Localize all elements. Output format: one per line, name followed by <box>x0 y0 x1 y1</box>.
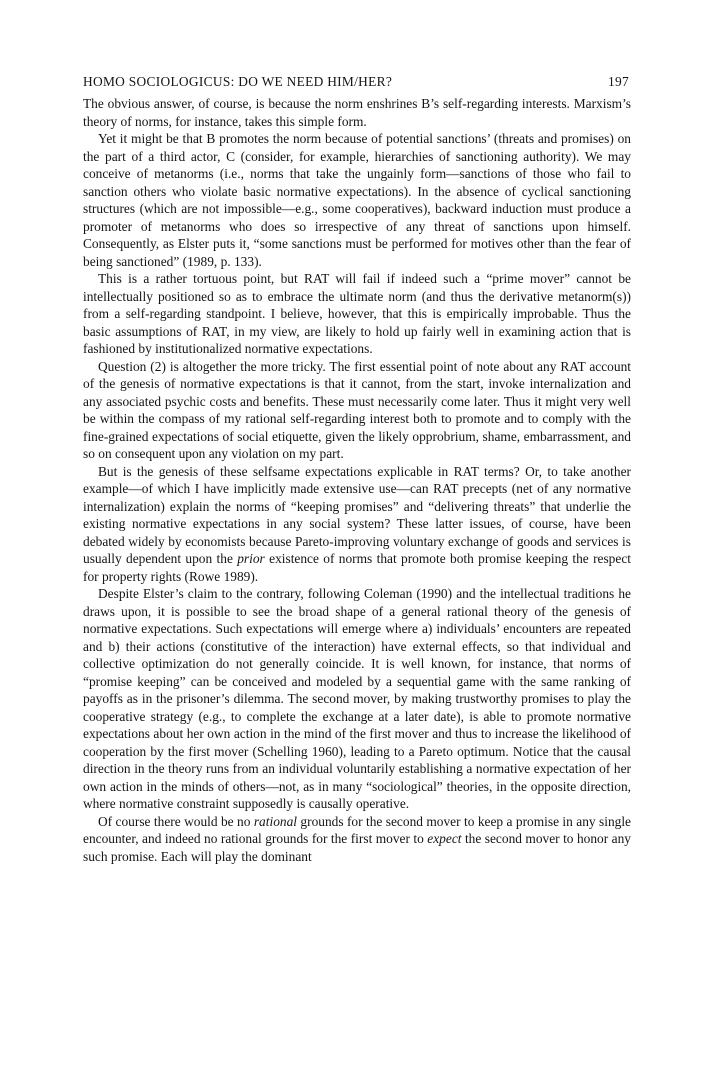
body-text <box>83 95 631 865</box>
italic-term-expect: expect <box>427 831 462 846</box>
text-segment: Of course there would be no <box>98 813 254 829</box>
italic-term-prior: prior <box>237 551 265 566</box>
text-segment: But is the genesis of these selfsame expectations explicable in RAT terms? Or, to take another example—of which I have implicitly made extensive use—can RAT precepts (net of any normative internalization) explain the norms of “keeping promises” and “delivering threats” that underlie the existing normative expectations in any social system? These latter issues, of course, have been debated widely by economists because Pareto-improving voluntary exchange of goods and services is usually dependent upon the <box>83 463 631 566</box>
paragraph-2 <box>83 130 631 270</box>
text-segment: the second mover to honor any such promise. Each will play the dominant <box>83 831 632 864</box>
text-segment: Yet it might be that B promotes the norm because of potential sanctions’ (threats and promises) on the part of a third actor, C (consider, for example, hierarchies of sanctioning authority). We may conceive of metanorms (i.e., norms that take the ungainly form—sanctions of those who fail to sanction others who violate basic normative expectations). In the absence of cyclical sanctioning structures (which are not impossible—e.g., some cooperatives), backward induction must produce a promoter of metanorms who does so irrespective of any threat of sanctions upon himself. Consequently, as Elster puts it, “some sanctions must be performed for motives other than the fear of being sanctioned” (1989, p. 133). <box>83 131 631 269</box>
text-segment: existence of norms that promote both promise keeping the respect for property rights (Rowe 1989). <box>83 551 631 584</box>
paragraph-3 <box>83 270 631 358</box>
text-segment: This is a rather tortuous point, but RAT will fail if indeed such a “prime mover” cannot be intellectually positioned so as to embrace the ultimate norm (and thus the derivative metanorm(s)) from a self-regarding standpoint. I believe, however, that this is empirically improbable. Thus the basic assumptions of RAT, in my view, are likely to hold up fairly well in examining action that is fashioned by institutionalized normative expectations. <box>83 271 631 356</box>
paragraph-4 <box>83 358 631 463</box>
text-segment: grounds for the second mover to keep a promise in any single encounter, and indeed no rational grounds for the first mover to <box>83 813 631 846</box>
page-number: 197 <box>608 74 629 89</box>
paragraph-1 <box>83 95 631 130</box>
paragraph-6 <box>83 585 631 813</box>
running-header <box>83 73 631 95</box>
text-segment: The obvious answer, of course, is because the norm enshrines B’s self-regarding interests. Marxism’s theory of norms, for instance, takes this simple form. <box>83 96 631 129</box>
paragraph-7 <box>83 813 631 866</box>
document-page <box>83 73 631 865</box>
paragraph-5 <box>83 463 631 586</box>
text-segment: Question (2) is altogether the more tricky. The first essential point of note about any RAT account of the genesis of normative expectations is that it cannot, from the start, invoke internalization and any associated psychic costs and benefits. These must necessarily come later. Thus it might very well be within the compass of my rational self-regarding interest both to promote and to comply with the fine-grained expectations of social etiquette, given the likely opprobrium, shame, embarrassment, and so on consequent upon any violation on my part. <box>83 358 631 461</box>
text-segment: Despite Elster’s claim to the contrary, following Coleman (1990) and the intellectual traditions he draws upon, it is possible to see the broad shape of a general rational theory of the genesis of normative expectations. Such expectations will emerge where a) individuals’ encounters are repeated and b) their actions (constitutive of the interaction) have external effects, so that individual and collective optimization do not generally coincide. It is well known, for instance, that norms of “promise keeping” can be conceived and modeled by a sequential game with the same ranking of payoffs as in the prisoner’s dilemma. The second mover, by making trustworthy promises to play the cooperative strategy (e.g., to complete the exchange at a later date), is able to promote normative expectations about her own action in the mind of the first mover and thus to increase the likelihood of cooperation by the first mover (Schelling 1960), leading to a Pareto optimum. Notice that the causal direction in the theory runs from an individual voluntarily establishing a normative expectation of her own action in the minds of others—not, as in many “sociological” theories, in the opposite direction, where normative constraint supposedly is causally operative. <box>83 586 631 811</box>
running-title: HOMO SOCIOLOGICUS: DO WE NEED HIM/HER? <box>83 74 393 89</box>
italic-term-rational: rational <box>253 813 297 829</box>
